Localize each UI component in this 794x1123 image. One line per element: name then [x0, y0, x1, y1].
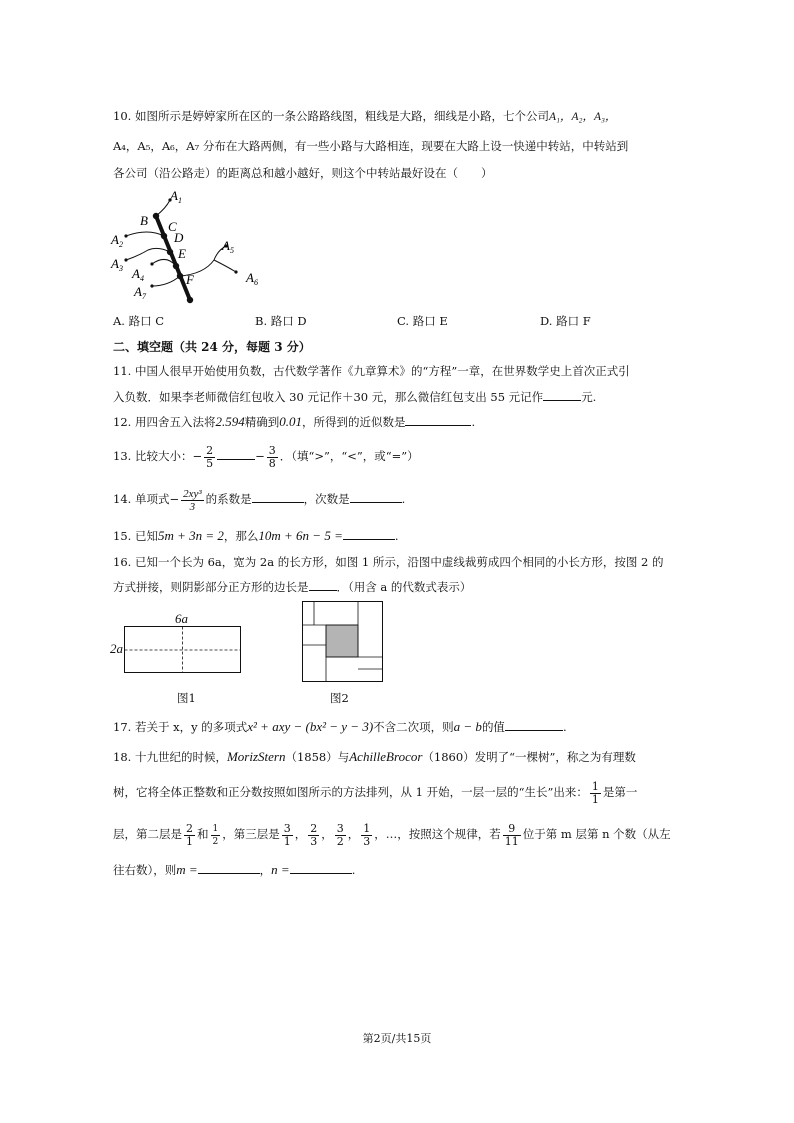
- q14-pre: 14. 单项式: [113, 492, 170, 506]
- q17-answer-blank[interactable]: [505, 719, 563, 731]
- q18-text3b: ，第三层是: [222, 827, 280, 841]
- road-map-figure: [108, 188, 278, 306]
- q15-pre: 15. 已知: [113, 529, 158, 543]
- section-heading: 二、填空题（共 24 分，每题 3 分）: [113, 340, 311, 354]
- q15-equation: 5m + 3n = 2: [157, 528, 224, 543]
- q14-mid: 的系数是: [205, 492, 252, 506]
- q12-end: .: [471, 415, 476, 429]
- q17-post: 的值: [481, 720, 505, 734]
- road-a2: [126, 232, 164, 236]
- q13-line: 13. 比较大小：− $\frac{2}{5}$ − $\frac{3}{8}$ ．（填“>”，“<”，或“=”）: [113, 443, 419, 470]
- junction-e: [173, 263, 179, 269]
- q18-text1c: （1860）发明了“一棵树”，称之为有理数: [422, 750, 636, 764]
- label-a7: $A_7$: [134, 284, 146, 301]
- label-f: F: [186, 272, 194, 287]
- q11-line2: [113, 389, 596, 405]
- label-a1: $A_1$: [170, 188, 182, 205]
- q18-frac-9-11: $\frac{9}{11}$: [504, 821, 519, 848]
- q10-text1: 10. 如图所示是婷婷家所在区的一条公路路线图，粗线是大路，细线是小路，七个公司: [113, 109, 549, 123]
- q10-option-a[interactable]: A. 路口 C: [113, 314, 165, 328]
- q10-line2: [113, 138, 628, 154]
- fig1-width-label: 2a: [110, 641, 123, 656]
- shaded-square: [326, 625, 358, 657]
- q10-option-b[interactable]: B. 路口 D: [255, 314, 307, 328]
- q12-mid: 精确到: [244, 415, 280, 429]
- q12-answer-blank[interactable]: [405, 414, 471, 426]
- q11-answer-blank[interactable]: [543, 389, 581, 401]
- q11-line1: [113, 363, 630, 379]
- road-a7: [152, 276, 180, 286]
- q15-answer-blank[interactable]: [343, 528, 395, 540]
- q18-line4: [113, 862, 355, 878]
- q16-text2-end: ．（用含 a 的代数式表示）: [336, 580, 472, 594]
- q18-n-label: n =: [271, 862, 290, 877]
- q18-name-brocot: AchilleBrocor: [349, 749, 423, 764]
- junction-c: [161, 233, 167, 239]
- q17-mid: 不含二次项，则: [373, 720, 454, 734]
- q14-degree-blank[interactable]: [350, 491, 402, 503]
- q17-pre: 17. 若关于 x，y 的多项式: [113, 720, 248, 734]
- road-a3: [126, 248, 170, 260]
- q11-text2-end: 元.: [581, 390, 597, 404]
- fig2-caption: 图2: [330, 691, 349, 705]
- q15-expression: 10m + 6n − 5 =: [258, 528, 343, 543]
- q18-frac-1-2: $\frac{1}{2}$: [212, 823, 219, 847]
- q12-pre: 12. 用四舍五入法将: [113, 415, 216, 429]
- q18-line3: 层，第二层是 $\frac{2}{1}$ 和 $\frac{1}{2}$ ，第三层是 $\frac{3}{1}$ ， $\frac{2}{3}$ ， $\frac{3}{2}$ ， $\frac{1}{3}$ ，…，按照这个规律，若 $\frac{9}{11}$ 位于第 m 层第 n 个数（从左: [113, 821, 671, 848]
- q11-text2: 入负数．如果李老师微信红包收入 30 元记作＋30 元，那么微信红包支出 55 元记作: [113, 390, 544, 404]
- q13-fraction-2: $\frac{3}{8}$: [268, 443, 276, 470]
- junction-f: [177, 273, 183, 279]
- label-a4: $A_4$: [132, 266, 144, 283]
- q16-line2: [113, 579, 471, 595]
- q18-text4a: 往右数），则: [113, 863, 177, 877]
- q18-text3a: 层，第二层是: [113, 827, 182, 841]
- q17-polynomial: x² + axy − (bx² − y − 3): [247, 719, 374, 734]
- q18-n-blank[interactable]: [290, 862, 352, 874]
- q10-option-d[interactable]: D. 路口 F: [540, 314, 591, 328]
- q16-answer-blank[interactable]: [309, 579, 337, 591]
- q13-fraction-1: $\frac{2}{5}$: [206, 443, 214, 470]
- label-a6: $A_6$: [246, 270, 258, 287]
- junction-b: [153, 213, 159, 219]
- q14-coef-blank[interactable]: [252, 491, 304, 503]
- q10-text2: A₄，A₅，A₆，A₇ 分布在大路两侧，有一些小路与大路相连，现要在大路上设一快递中转站，中转站到: [113, 139, 629, 153]
- fig1-length-label: 6a: [175, 611, 188, 626]
- q15-mid: ，那么: [223, 529, 259, 543]
- junction-end: [187, 297, 193, 303]
- q12-line: [113, 414, 475, 430]
- fig1-caption: 图1: [177, 691, 196, 705]
- q18-frac-1-3: $\frac{1}{3}$: [363, 821, 371, 848]
- q14-mid2: ，次数是: [303, 492, 350, 506]
- q10-text3: 各公司（沿公路走）的距离总和越小越好，则这个中转站最好设在（ ）: [113, 166, 493, 180]
- q18-frac-2-3: $\frac{2}{3}$: [310, 821, 318, 848]
- q18-m-blank[interactable]: [198, 862, 260, 874]
- q17-end: .: [562, 720, 567, 734]
- q13-answer-blank[interactable]: [217, 448, 255, 460]
- q18-text2b: 是第一: [602, 785, 638, 799]
- q12-precision: 0.01: [279, 414, 302, 429]
- q18-m-label: m =: [176, 862, 198, 877]
- label-e: E: [178, 246, 186, 261]
- q18-line1: [113, 749, 636, 765]
- q16-text2: 方式拼接，则阴影部分正方形的边长是: [113, 580, 309, 594]
- q16-text1: 16. 已知一个长为 6a，宽为 2a 的长方形，如图 1 所示，沿图中虚线裁剪成四个相同的小长方形，按图 2 的: [113, 555, 664, 569]
- figure-1-rectangle: [124, 626, 242, 674]
- q15-end: .: [394, 529, 399, 543]
- q18-frac-2-1: $\frac{2}{1}$: [186, 821, 193, 848]
- q18-separator: ，: [259, 863, 272, 877]
- label-a5: $A_5$: [222, 238, 234, 255]
- q13-post: ．（填“>”，“<”，或“=”）: [279, 449, 419, 463]
- q10-vars1: A₁，A₂，A₃，: [548, 111, 617, 123]
- q18-text2a: 树，它将全体正整数和正分数按照如图所示的方法排列，从 1 开始，一层一层的“生长”出来：: [113, 785, 588, 799]
- q18-frac-3-1: $\frac{3}{1}$: [283, 821, 291, 848]
- label-a2: $A_2$: [111, 232, 123, 249]
- q15-line: [113, 528, 399, 544]
- label-b: B: [140, 213, 148, 228]
- junction-d: [167, 249, 173, 255]
- q12-number: 2.594: [215, 414, 245, 429]
- q18-line2: [113, 778, 637, 806]
- page-footer: 第2页/共15页: [362, 1032, 432, 1045]
- q18-frac-3-2: $\frac{3}{2}$: [336, 821, 344, 848]
- q18-text1a: 18. 十九世纪的时候，: [113, 750, 227, 764]
- q13-pre: 13. 比较大小：: [113, 449, 193, 463]
- q14-line: 14. 单项式− $\frac{\text{2xy³}}{3}$ 的系数是 ，次数是 .: [113, 487, 406, 513]
- q10-line3: [113, 165, 493, 181]
- label-d: D: [174, 230, 184, 245]
- q18-text1b: （1858）与: [285, 750, 350, 764]
- figure-2-square: [302, 601, 384, 683]
- q18-end: .: [351, 863, 356, 877]
- q18-fraction-first: $\frac{1}{1}$: [591, 779, 599, 806]
- q18-and: 和: [197, 827, 209, 841]
- q18-name-stern: MorizStern: [226, 749, 286, 764]
- label-a3: $A_3$: [111, 256, 123, 273]
- q11-text1: 11. 中国人很早开始使用负数，古代数学著作《九章算术》的“方程”一章，在世界数学史上首次正式引: [113, 364, 630, 378]
- q17-a-minus-b: a − b: [453, 719, 482, 734]
- q14-monomial: $\frac{\text{2xy³}}{3}$: [183, 487, 202, 513]
- q17-line: [113, 719, 567, 735]
- q14-end: .: [401, 492, 406, 506]
- q18-text3d: 位于第 m 层第 n 个数（从左: [522, 827, 671, 841]
- q18-text3c: ，…，按照这个规律，若: [374, 827, 501, 841]
- q10-option-c[interactable]: C. 路口 E: [397, 314, 448, 328]
- q16-line1: [113, 554, 664, 570]
- q12-post: ，所得到的近似数是: [301, 415, 406, 429]
- road-a6: [214, 260, 236, 272]
- q10-line1: [113, 108, 617, 125]
- label-c: C: [168, 219, 177, 234]
